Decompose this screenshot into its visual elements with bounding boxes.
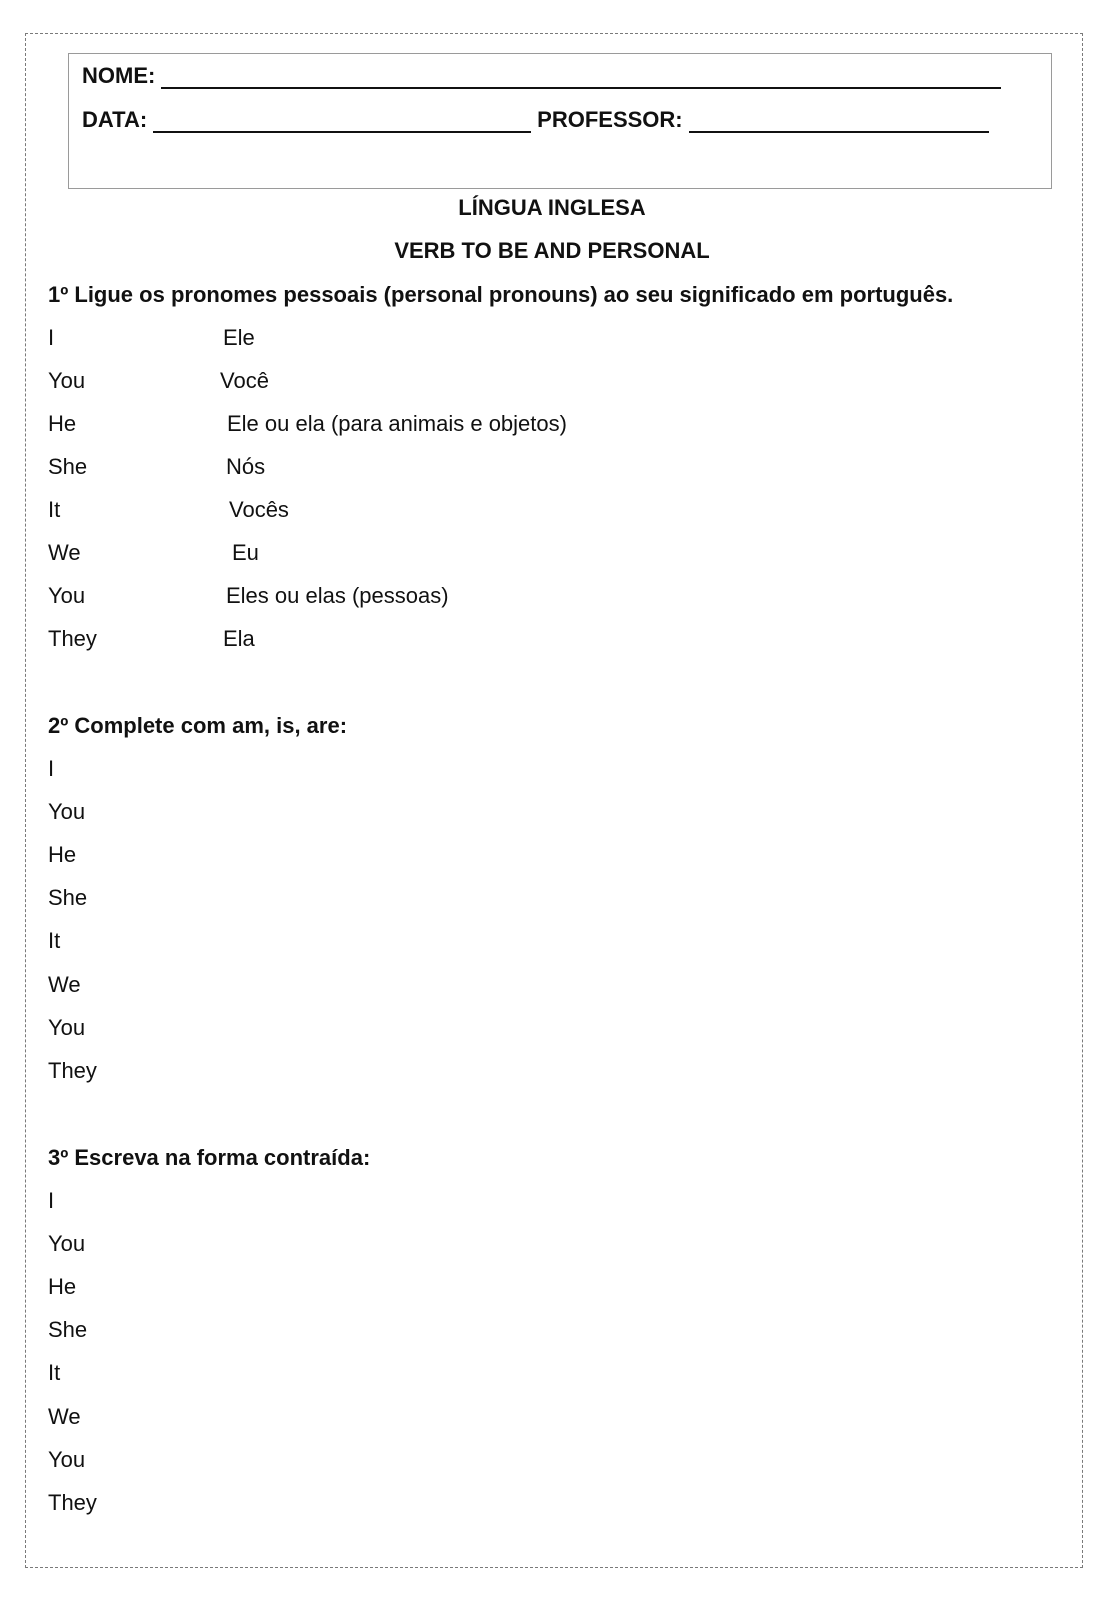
q3-pronoun: They (48, 1490, 97, 1515)
subject-title: LÍNGUA INGLESA (458, 195, 646, 220)
q2-pronoun: We (48, 972, 81, 997)
date-label: DATA: (82, 107, 148, 132)
q1-meaning: Nós (226, 454, 266, 479)
q3-pronoun: She (48, 1317, 88, 1342)
q2-pronoun: She (48, 885, 88, 910)
q1-meaning: Vocês (229, 497, 289, 522)
q3-pronoun: It (48, 1360, 61, 1385)
topic-title: VERB TO BE AND PERSONAL (394, 238, 710, 263)
q1-meaning: Ele (223, 325, 255, 350)
q2-pronoun: You (48, 1015, 86, 1040)
q1-pronoun: She (48, 454, 88, 479)
q3-pronoun: You (48, 1447, 86, 1472)
q2-pronoun: I (48, 756, 55, 781)
q1-meaning: Ele ou ela (para animais e objetos) (227, 411, 567, 436)
q2-heading: 2º Complete com am, is, are: (48, 713, 348, 738)
q3-pronoun: He (48, 1274, 77, 1299)
q1-meaning: Eu (232, 540, 259, 565)
q1-pronoun: You (48, 583, 86, 608)
q1-meaning: Ela (223, 626, 255, 651)
professor-blank[interactable] (689, 109, 989, 133)
q1-pronoun: We (48, 540, 81, 565)
professor-label: PROFESSOR: (537, 107, 683, 132)
q1-pronoun: You (48, 368, 86, 393)
q1-pronoun: They (48, 626, 97, 651)
q2-pronoun: He (48, 842, 77, 867)
q1-meaning: Você (220, 368, 269, 393)
q3-pronoun: I (48, 1188, 55, 1213)
q3-pronoun: We (48, 1404, 81, 1429)
q2-pronoun: It (48, 928, 61, 953)
q1-pronoun: He (48, 411, 77, 436)
q1-meaning: Eles ou elas (pessoas) (226, 583, 449, 608)
q3-heading: 3º Escreva na forma contraída: (48, 1145, 371, 1170)
q1-pronoun: I (48, 325, 55, 350)
date-professor-line (82, 107, 989, 133)
name-label: NOME: (82, 63, 156, 88)
name-blank[interactable] (161, 65, 1001, 89)
q3-pronoun: You (48, 1231, 86, 1256)
q1-heading: 1º Ligue os pronomes pessoais (personal pronouns) ao seu significado em português. (48, 282, 954, 307)
q2-pronoun: You (48, 799, 86, 824)
q1-pronoun: It (48, 497, 61, 522)
q2-pronoun: They (48, 1058, 97, 1083)
name-line (82, 63, 1001, 89)
date-blank[interactable] (153, 109, 531, 133)
